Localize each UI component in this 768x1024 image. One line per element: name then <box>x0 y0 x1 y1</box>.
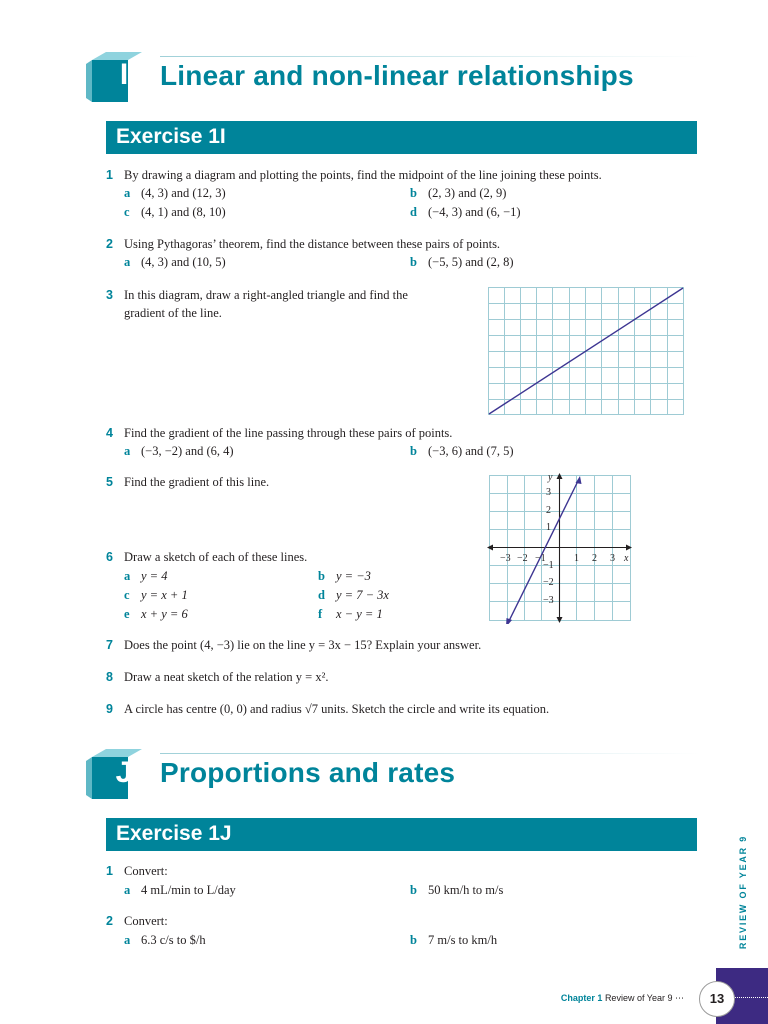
question-text-line2: gradient of the line. <box>124 306 222 320</box>
page-number: 13 <box>699 981 735 1017</box>
part-label: b <box>410 255 417 269</box>
part-label: b <box>410 444 417 458</box>
y-tick-label: 2 <box>546 505 551 516</box>
part-text: y = 7 − 3x <box>336 588 389 602</box>
part-text: y = x + 1 <box>141 588 188 602</box>
part-text: 4 mL/min to L/day <box>141 883 236 897</box>
footer-chapter: Chapter 1 <box>560 993 603 1003</box>
part-label: c <box>124 205 130 219</box>
x-tick-label: 1 <box>574 553 579 564</box>
part-label: b <box>410 186 417 200</box>
question-text: Find the gradient of this line. <box>124 475 270 489</box>
question-text: Does the point (4, −3) lie on the line y = 3x − 15? Explain your answer. <box>124 638 482 652</box>
footer-title: Review of Year 9 <box>604 993 673 1003</box>
question-text-line1: In this diagram, draw a right-angled triangle and find the <box>124 288 408 302</box>
question-number: 7 <box>106 638 113 652</box>
question-text: Convert: <box>124 914 168 928</box>
y-axis-label: y <box>548 472 553 483</box>
part-label: d <box>318 588 325 602</box>
part-label: a <box>124 933 131 947</box>
section-j-title: Proportions and rates <box>160 757 456 788</box>
section-j-rule <box>160 753 700 754</box>
part-text: (4, 1) and (8, 10) <box>141 205 226 219</box>
part-text: (4, 3) and (12, 3) <box>141 186 226 200</box>
question-number: 2 <box>106 237 113 251</box>
y-tick-label: 3 <box>546 487 551 498</box>
part-text: (2, 3) and (2, 9) <box>428 186 507 200</box>
question-text: Using Pythagoras’ theorem, find the distance between these pairs of points. <box>124 237 501 251</box>
part-text: (−3, 6) and (7, 5) <box>428 444 514 458</box>
part-text: (−3, −2) and (6, 4) <box>141 444 234 458</box>
y-tick-label: −2 <box>543 577 554 588</box>
part-label: a <box>124 444 131 458</box>
part-text: (4, 3) and (10, 5) <box>141 255 226 269</box>
part-text: 6.3 c/s to $/h <box>141 933 206 947</box>
y-tick-label: −1 <box>543 560 554 571</box>
x-tick-label: −3 <box>500 553 511 564</box>
question-number: 4 <box>106 426 113 440</box>
footer-arrow-icon: ⋯ <box>675 993 684 1003</box>
question-text: Draw a neat sketch of the relation y = x². <box>124 670 329 684</box>
part-label: e <box>124 607 130 621</box>
part-label: d <box>410 205 417 219</box>
question-number: 8 <box>106 670 113 684</box>
part-label: b <box>410 933 417 947</box>
question-number: 5 <box>106 475 113 489</box>
footer-dots <box>733 997 768 998</box>
part-text: 7 m/s to km/h <box>428 933 498 947</box>
x-tick-label: 3 <box>610 553 615 564</box>
question-number: 3 <box>106 288 113 302</box>
question-number: 1 <box>106 864 113 878</box>
part-text: y = 4 <box>141 569 168 583</box>
part-label: b <box>410 883 417 897</box>
question-text: Draw a sketch of each of these lines. <box>124 550 308 564</box>
question-text: A circle has centre (0, 0) and radius √7 units. Sketch the circle and write its equation. <box>124 702 550 716</box>
x-tick-label: 2 <box>592 553 597 564</box>
x-tick-label: −2 <box>517 553 528 564</box>
part-text: y = −3 <box>336 569 371 583</box>
part-label: b <box>318 569 325 583</box>
part-label: a <box>124 255 131 269</box>
question-number: 9 <box>106 702 113 716</box>
y-tick-label: −3 <box>543 595 554 606</box>
question-number: 2 <box>106 914 113 928</box>
part-text: (−5, 5) and (2, 8) <box>428 255 514 269</box>
exercise-1j-title: Exercise 1J <box>116 822 232 845</box>
part-text: x − y = 1 <box>336 607 383 621</box>
side-tab <box>735 835 749 955</box>
question-number: 6 <box>106 550 113 564</box>
footer-running-head <box>560 993 684 1004</box>
x-axis-label: x <box>624 553 629 564</box>
part-label: a <box>124 569 131 583</box>
part-text: x + y = 6 <box>141 607 188 621</box>
part-text: (−4, 3) and (6, −1) <box>428 205 521 219</box>
section-i-rule <box>160 56 700 57</box>
x-tick-label: −1 <box>535 553 546 564</box>
question-3-grid <box>488 287 684 415</box>
section-i-title: Linear and non-linear relationships <box>160 60 634 91</box>
part-text: 50 km/h to m/s <box>428 883 504 897</box>
exercise-1i-bar <box>106 121 697 154</box>
y-tick-label: 1 <box>546 522 551 533</box>
exercise-1j-bar <box>106 818 697 851</box>
exercise-1i-title: Exercise 1I <box>116 125 226 148</box>
part-label: a <box>124 883 131 897</box>
part-label: a <box>124 186 131 200</box>
question-text: Convert: <box>124 864 168 878</box>
question-text: Find the gradient of the line passing through these pairs of points. <box>124 426 453 440</box>
question-text: By drawing a diagram and plotting the points, find the midpoint of the line joining these points. <box>124 168 602 182</box>
part-label: f <box>318 607 323 621</box>
side-tab-text: REVIEW OF YEAR 9 <box>738 834 748 950</box>
section-j-letter: J <box>115 756 133 789</box>
part-label: c <box>124 588 130 602</box>
question-number: 1 <box>106 168 113 182</box>
question-5-graph <box>486 472 634 624</box>
section-i-letter: I <box>119 58 129 91</box>
